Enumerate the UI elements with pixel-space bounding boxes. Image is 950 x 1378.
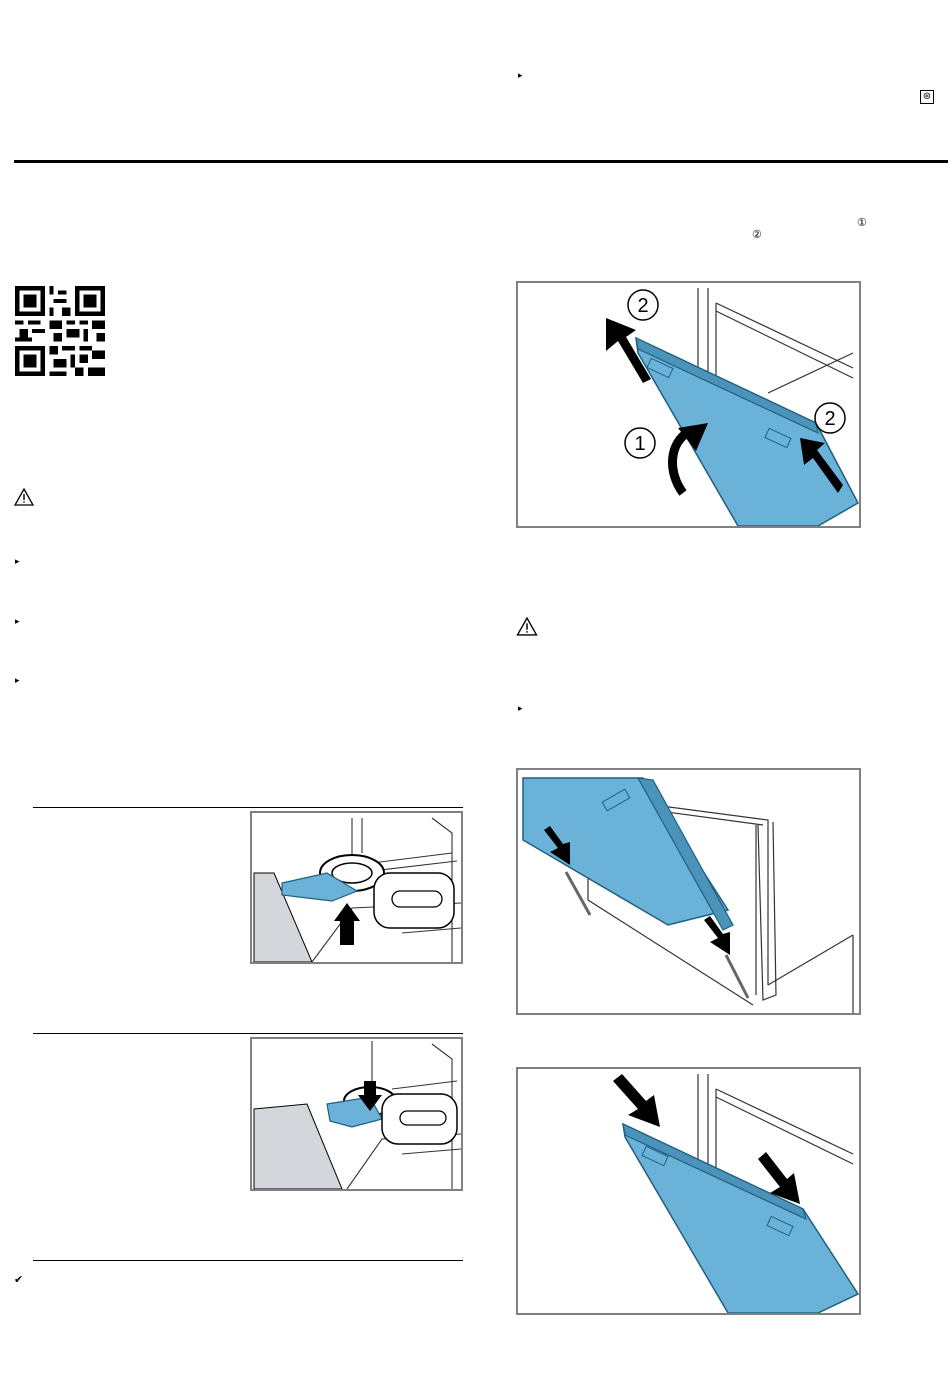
figure-label-1: 1: [634, 433, 646, 455]
step-marker-2: ②: [752, 229, 762, 241]
warning-icon: [14, 488, 34, 506]
step-rule: [33, 1260, 463, 1261]
check-icon: ✔: [14, 1274, 24, 1286]
bullet-marker: ▸: [518, 703, 523, 713]
qr-code: [15, 286, 105, 376]
door-insert-figure: [516, 1067, 861, 1315]
bullet-marker: ▸: [15, 616, 20, 626]
bullet-marker: ▸: [15, 675, 20, 685]
figure-label-2b: 2: [824, 408, 836, 430]
step-rule: [33, 807, 463, 808]
step-marker-1: ①: [857, 217, 867, 229]
door-remove-figure: [516, 768, 861, 1015]
figure-label-2: 2: [637, 295, 649, 317]
step-rule: [33, 1033, 463, 1034]
door-lift-figure: [516, 281, 861, 528]
section-divider: [14, 160, 948, 163]
warning-icon: [516, 617, 538, 636]
bullet-marker: ▸: [518, 70, 523, 80]
hinge-unlock-figure: [250, 811, 463, 964]
hinge-lock-figure: [250, 1037, 463, 1191]
bullet-marker: ▸: [15, 556, 20, 566]
fan-symbol-icon: ⊛: [920, 90, 934, 104]
